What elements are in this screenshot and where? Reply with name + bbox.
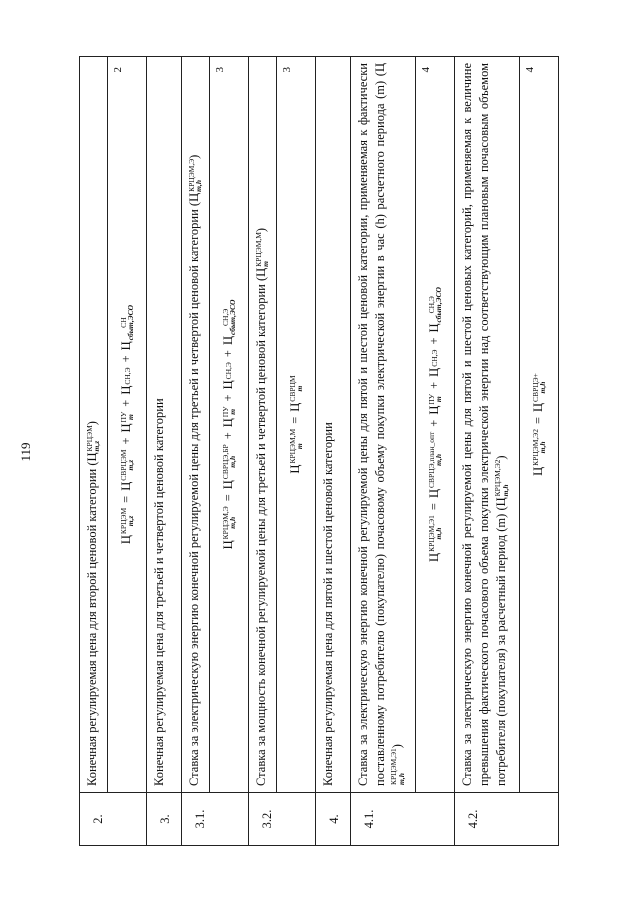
formula-cell bbox=[277, 57, 316, 793]
formula-lhs-symbol: Ц bbox=[288, 464, 303, 474]
formula-lhs-sub: m bbox=[295, 443, 305, 450]
row-number: 3. bbox=[147, 793, 182, 846]
formula-term-1-sub: m,z bbox=[126, 459, 136, 471]
row-description bbox=[316, 57, 351, 793]
formula-term-3-symbol: Ц bbox=[426, 367, 441, 377]
formula-lhs-sup: КРЦЭМ,Э2 bbox=[530, 429, 540, 466]
formula-term-1-sup: СВРЦЭ+ bbox=[530, 373, 540, 402]
description-text: Конечная регулируемая цена для второй ценовой категории (Ц bbox=[85, 452, 99, 786]
formula-term-4-sup: СН,Э bbox=[220, 308, 230, 326]
formula-term-1-symbol: Ц bbox=[288, 402, 303, 412]
formula-term-4-symbol: Ц bbox=[221, 336, 236, 346]
description-sup: КРЦЭМ,Э bbox=[186, 158, 196, 192]
formula-term-3-sup: СН,Э bbox=[430, 349, 440, 367]
formula-term-2-sub: m bbox=[228, 408, 238, 415]
table-row bbox=[249, 57, 277, 846]
formula-term-2-indices bbox=[428, 394, 443, 405]
row-description bbox=[249, 57, 277, 793]
formula-term-3-symbol: Ц bbox=[119, 385, 134, 395]
formula-term-3-sup: СН,Э bbox=[224, 362, 234, 380]
operator: + bbox=[119, 399, 134, 407]
formula-row bbox=[415, 57, 454, 846]
formula-lhs-symbol: Ц bbox=[221, 540, 236, 550]
formula-row bbox=[108, 57, 147, 846]
description-sup: КРЦЭМ,М bbox=[253, 232, 263, 267]
formula-term-2-symbol: Ц bbox=[119, 423, 134, 433]
formula-term-2-sup: ПУ bbox=[220, 406, 230, 418]
description-text: Конечная регулируемая цена для пятой и шестой ценовой категории bbox=[321, 422, 336, 786]
description-text: Конечная регулируемая цена для третьей и четвертой ценовой категории bbox=[152, 398, 167, 786]
formula-term-2-indices bbox=[120, 412, 135, 423]
formula bbox=[118, 305, 135, 544]
description-text: Ставка за мощность конечной регулируемой цены для третьей и четвертой ценовой категории (Ц bbox=[254, 267, 269, 786]
formula-lhs-symbol: Ц bbox=[531, 466, 545, 476]
formula-term-4-symbol: Ц bbox=[426, 323, 441, 333]
description-text: Ставка за электрическую энергию конечной регулируемой цены для пятой и шестой ценовых категорий, применяемая к величине превышения фактического почасового объема покупки электрической энергии над соответствующим плановым почасовым объемом потребителя (покупателя) за расчетный период (m) (Ц bbox=[459, 63, 508, 786]
formula-term-4-symbol: Ц bbox=[119, 341, 134, 351]
description-end: ) bbox=[85, 421, 99, 426]
formula-term-3-indices bbox=[431, 350, 439, 367]
formula-lhs-sup: КРЦЭМ,Э1 bbox=[426, 515, 436, 552]
operator: = bbox=[288, 416, 303, 424]
formula-term-1-sub: m,h bbox=[538, 381, 548, 394]
formula-row bbox=[210, 57, 249, 846]
formula-term-3-symbol: Ц bbox=[221, 380, 236, 390]
description-symbol-indices bbox=[494, 460, 509, 497]
formula-index: 4 bbox=[524, 67, 536, 73]
content-area bbox=[79, 56, 559, 846]
formula-term-1-indices bbox=[120, 450, 135, 481]
description-text: Ставка за электрическую энергию конечной регулируемой цены для пятой и шестой ценовой категории, применяемая к фактически поставленному потребителю (покупателю) почасовому объему покупки электрической энергии в час (h) расчетного периода (m) (Ц bbox=[356, 63, 387, 786]
formula-lhs-indices bbox=[428, 515, 443, 552]
description-text: Ставка за электрическую энергию конечной регулируемой цены для третьей и четвертой ценовой категории (Ц bbox=[186, 192, 201, 786]
formula-cell bbox=[210, 57, 249, 793]
operator: = bbox=[119, 495, 134, 503]
row-description bbox=[80, 57, 108, 793]
formula-lhs-indices bbox=[532, 429, 547, 466]
price-table bbox=[79, 56, 559, 846]
formula-cell bbox=[108, 57, 147, 793]
table-row bbox=[80, 57, 108, 846]
formula bbox=[530, 373, 547, 476]
description-end: ) bbox=[389, 744, 404, 749]
formula-term-2-sub: m bbox=[126, 414, 136, 421]
formula bbox=[220, 300, 237, 550]
row-number: 3.2. bbox=[249, 793, 316, 846]
formula-term-1-symbol: Ц bbox=[119, 481, 134, 491]
formula-term-4-sub: сбыт,ЭСО bbox=[126, 304, 136, 341]
formula-term-1-sub: m,h bbox=[228, 455, 238, 468]
formula-term-3-indices bbox=[225, 362, 233, 379]
formula-term-1-sub: m bbox=[295, 385, 305, 392]
row-number: 3.1. bbox=[181, 793, 248, 846]
row-number: 4.1. bbox=[351, 793, 455, 846]
formula-term-4-indices bbox=[120, 305, 135, 340]
formula-term-4-indices bbox=[222, 300, 237, 335]
formula-term-2-sup: ПУ bbox=[426, 393, 436, 405]
operator: + bbox=[426, 337, 441, 345]
formula-term-2-indices bbox=[222, 406, 237, 417]
row-description bbox=[147, 57, 182, 793]
formula-lhs-symbol: Ц bbox=[119, 535, 134, 545]
formula-term-3-indices bbox=[124, 367, 132, 384]
formula-term-4-indices bbox=[428, 287, 443, 322]
description-end: ) bbox=[254, 227, 269, 233]
formula-lhs-sub: m,h bbox=[538, 441, 548, 454]
formula-term-3-sup: СН,Э bbox=[122, 367, 132, 385]
formula-cell bbox=[520, 57, 559, 793]
formula-term-4-sub: сбыт,ЭСО bbox=[228, 299, 238, 336]
description-sub: m,h bbox=[194, 179, 204, 192]
formula-term-1-sup: СВРЦМ bbox=[287, 375, 297, 402]
formula-term-2-sub: m bbox=[434, 396, 444, 403]
formula-term-1-indices bbox=[222, 444, 237, 479]
formula-row bbox=[277, 57, 316, 846]
formula-term-2-symbol: Ц bbox=[221, 418, 236, 428]
formula-lhs-sub: m,h bbox=[228, 516, 238, 529]
description-sup: КРЦЭМ,Э2 bbox=[493, 459, 503, 497]
formula-lhs-sub: m,z bbox=[126, 515, 136, 527]
page-number: 119 bbox=[18, 442, 33, 462]
formula-lhs-indices bbox=[289, 429, 304, 464]
rotated-table-wrapper bbox=[79, 56, 559, 846]
formula-index: 4 bbox=[419, 67, 432, 73]
formula-index: 2 bbox=[112, 67, 125, 73]
table-row bbox=[147, 57, 182, 846]
description-sub: m,h bbox=[500, 484, 510, 497]
formula-lhs-sub: m,h bbox=[434, 527, 444, 540]
formula-term-1-symbol: Ц bbox=[426, 489, 441, 499]
operator: + bbox=[221, 350, 236, 358]
operator: + bbox=[119, 355, 134, 363]
formula-term-4-sub: сбыт,ЭСО bbox=[434, 287, 444, 323]
formula-term-4-sup: СН bbox=[118, 317, 128, 328]
operator: = bbox=[426, 503, 441, 511]
table-row bbox=[316, 57, 351, 846]
description-sub: m bbox=[261, 260, 271, 267]
operator: + bbox=[426, 419, 441, 427]
formula-row bbox=[520, 57, 559, 846]
table-row bbox=[454, 57, 519, 846]
formula-cell bbox=[415, 57, 454, 793]
formula-lhs-indices bbox=[222, 506, 237, 539]
formula-term-1-sub: m,h bbox=[434, 453, 444, 466]
formula-term-1-sup: СВРЦЭ,БР bbox=[220, 444, 230, 480]
formula-term-2-sup: ПУ bbox=[118, 411, 128, 423]
formula-term-1-sup: СВРЦЭ,план_опт bbox=[426, 431, 436, 489]
operator: = bbox=[221, 494, 236, 502]
formula-lhs-sup: КРЦЭМ,Э bbox=[220, 506, 230, 540]
formula-term-1-symbol: Ц bbox=[221, 480, 236, 490]
row-description bbox=[181, 57, 209, 793]
formula-lhs-symbol: Ц bbox=[426, 552, 441, 562]
formula-term-1-symbol: Ц bbox=[531, 402, 545, 412]
description-sup: КРЦЭМ,Э1 bbox=[389, 748, 399, 785]
formula-lhs-sup: КРЦЭМ,М bbox=[287, 428, 297, 464]
operator: + bbox=[426, 381, 441, 389]
description-end: ) bbox=[493, 455, 508, 460]
operator: + bbox=[221, 432, 236, 440]
formula-term-2-symbol: Ц bbox=[426, 405, 441, 415]
row-description bbox=[351, 57, 416, 793]
table-row bbox=[351, 57, 416, 846]
row-number: 2. bbox=[80, 793, 147, 846]
description-sub: m,h bbox=[396, 773, 406, 785]
description-end: ) bbox=[186, 154, 201, 159]
table-row bbox=[181, 57, 209, 846]
row-description bbox=[454, 57, 519, 793]
formula-lhs-indices bbox=[120, 508, 135, 534]
operator: + bbox=[119, 437, 134, 445]
formula-lhs-sup: КРЦЭМ bbox=[118, 507, 128, 535]
formula bbox=[426, 287, 443, 562]
operator: = bbox=[531, 416, 545, 425]
formula-term-4-sup: СН,Э bbox=[426, 296, 436, 314]
formula bbox=[287, 375, 304, 473]
operator: + bbox=[221, 394, 236, 402]
description-sub: m,z bbox=[92, 440, 102, 452]
description-symbol-indices bbox=[255, 232, 270, 267]
row-number: 4.2. bbox=[454, 793, 558, 846]
description-symbol-indices bbox=[86, 425, 101, 451]
formula-term-1-indices bbox=[428, 432, 443, 488]
description-symbol-indices bbox=[188, 159, 203, 192]
description-symbol-indices bbox=[390, 748, 405, 785]
row-number: 4. bbox=[316, 793, 351, 846]
formula-term-1-indices bbox=[289, 375, 304, 401]
formula-index: 3 bbox=[281, 67, 294, 73]
formula-index: 3 bbox=[214, 67, 227, 73]
formula-term-1-indices bbox=[532, 373, 547, 402]
description-sup: КРЦЭМ bbox=[84, 425, 94, 452]
formula-term-1-sup: СВРЦЭМ bbox=[118, 449, 128, 481]
